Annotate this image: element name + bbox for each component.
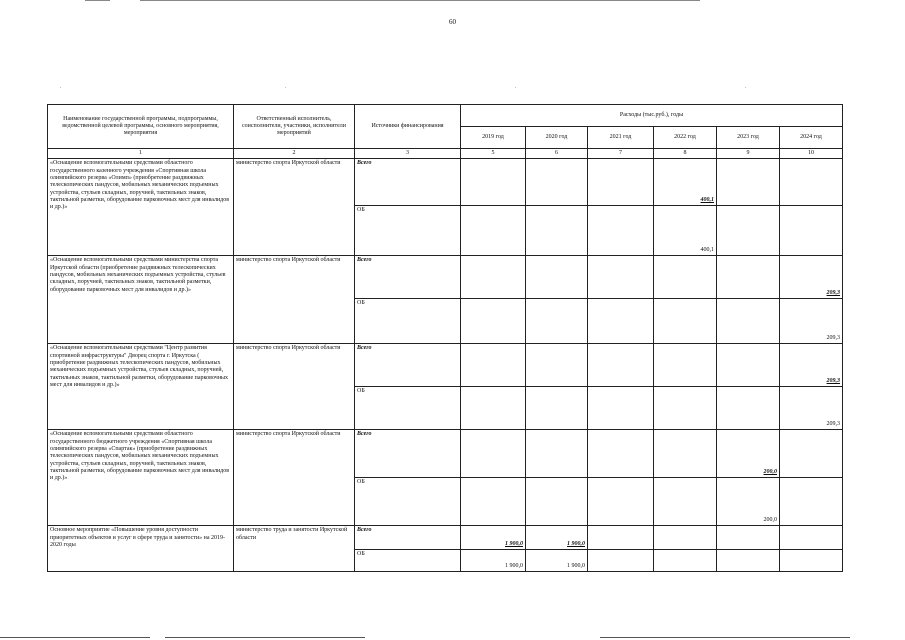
total-value [461, 344, 526, 387]
total-value [717, 526, 780, 550]
ob-value [461, 206, 526, 256]
ob-value [780, 478, 843, 526]
ob-value [717, 387, 780, 430]
total-value [780, 526, 843, 550]
total-value: 200,0 [717, 430, 780, 478]
ob-value: 209,3 [780, 387, 843, 430]
responsible-executor: министерство спорта Иркутской области [234, 344, 355, 430]
ob-value [461, 387, 526, 430]
ob-value [588, 387, 654, 430]
source-total-label: Всего [355, 344, 461, 387]
total-value [461, 256, 526, 299]
ob-value [780, 550, 843, 572]
total-value: 1 900,0 [526, 526, 588, 550]
source-ob-label: ОБ [355, 206, 461, 256]
ob-value: 209,3 [780, 299, 843, 344]
total-value [654, 430, 717, 478]
responsible-executor: министерство труда и занятости Иркутской области [234, 526, 355, 572]
responsible-executor: министерство спорта Иркутской области [234, 430, 355, 526]
total-value: 400,1 [654, 159, 717, 206]
source-ob-label: ОБ [355, 299, 461, 344]
ob-value [654, 550, 717, 572]
total-value [461, 159, 526, 206]
source-total-label: Всего [355, 526, 461, 550]
ob-value [717, 206, 780, 256]
responsible-executor: министерство спорта Иркутской области [234, 256, 355, 344]
total-value [588, 159, 654, 206]
scan-edge-mark [85, 0, 110, 1]
total-value [461, 430, 526, 478]
scan-edge-mark [140, 0, 700, 1]
header-source: Источники финансирования [355, 105, 461, 149]
total-value [654, 526, 717, 550]
measure-name: «Оснащение вспомогательными средствами министерства спорта Иркутской области (приобретение раздвижных телескопических пандусов, мобильных механических подъемных устройства, стульев складных, поручней, тактильных знаков, тактильной разметки, оборудование парковочных мест для инвалидов и др.)» [48, 256, 234, 344]
ob-value [526, 478, 588, 526]
source-ob-label: ОБ [355, 387, 461, 430]
scan-dot: . [285, 84, 287, 90]
total-value [588, 344, 654, 387]
table-row [48, 344, 843, 387]
total-value [526, 430, 588, 478]
column-number: 10 [780, 149, 843, 159]
ob-value [780, 206, 843, 256]
scan-dot: . [515, 84, 517, 90]
source-ob-label: ОБ [355, 550, 461, 572]
scan-edge-mark [165, 637, 365, 638]
header-year: 2023 год [717, 127, 780, 149]
scan-dot: . [745, 84, 747, 90]
table-row [48, 159, 843, 206]
total-value [654, 344, 717, 387]
ob-value [588, 478, 654, 526]
ob-value [526, 387, 588, 430]
ob-value [654, 299, 717, 344]
column-number: 6 [526, 149, 588, 159]
total-value [588, 430, 654, 478]
table-row [48, 526, 843, 550]
responsible-executor: министерство спорта Иркутской области [234, 159, 355, 256]
ob-value [654, 387, 717, 430]
total-value [780, 430, 843, 478]
total-value [717, 159, 780, 206]
ob-value [717, 550, 780, 572]
ob-value [461, 299, 526, 344]
column-number: 3 [355, 149, 461, 159]
ob-value [588, 299, 654, 344]
source-ob-label: ОБ [355, 478, 461, 526]
column-number: 9 [717, 149, 780, 159]
source-total-label: Всего [355, 159, 461, 206]
total-value [588, 256, 654, 299]
total-value: 209,3 [780, 256, 843, 299]
measure-name: «Оснащение вспомогательными средствами областного государственного казенного учреждения «Спортивная школа олимпийского резерва «Олимп» (приобретение раздвижных телескопических пандусов, мобильных механических подъемных устройства, стульев складных, поручней, тактильных знаков, тактильной разметки, оборудование парковочных мест для инвалидов и др.)» [48, 159, 234, 256]
measure-name: «Оснащение вспомогательными средствами областного государственного бюджетного учреждения «Спортивная школа олимпийского резерва «Спартак» (приобретение раздвижных телескопических пандусов, мобильных механических подъемных устройства, стульев складных, поручней, тактильных знаков, тактильной разметки, оборудование парковочных мест для инвалидов и др.)» [48, 430, 234, 526]
column-number: 2 [234, 149, 355, 159]
header-year: 2021 год [588, 127, 654, 149]
scan-edge-mark [600, 637, 850, 638]
total-value [780, 159, 843, 206]
ob-value [588, 550, 654, 572]
header-year: 2022 год [654, 127, 717, 149]
header-expenses: Расходы (тыс.руб.), годы [461, 105, 843, 127]
column-number: 8 [654, 149, 717, 159]
total-value [526, 256, 588, 299]
ob-value [461, 478, 526, 526]
column-number: 5 [461, 149, 526, 159]
ob-value: 1 900,0 [526, 550, 588, 572]
header-name: Наименование государственной программы, подпрограммы, ведомственной целевой программы, основного мероприятия, мероприятия [48, 105, 234, 149]
total-value [717, 256, 780, 299]
ob-value: 400,1 [654, 206, 717, 256]
total-value [588, 526, 654, 550]
table-row [48, 430, 843, 478]
ob-value: 200,0 [717, 478, 780, 526]
source-total-label: Всего [355, 256, 461, 299]
total-value: 1 900,0 [461, 526, 526, 550]
financing-table [47, 104, 843, 572]
header-year: 2024 год [780, 127, 843, 149]
header-year: 2019 год [461, 127, 526, 149]
total-value [526, 159, 588, 206]
ob-value [526, 299, 588, 344]
source-total-label: Всего [355, 430, 461, 478]
table-row [48, 256, 843, 299]
ob-value [526, 206, 588, 256]
column-number: 7 [588, 149, 654, 159]
measure-name: Основное мероприятие «Повышение уровня доступности приоритетных объектов и услуг в сфере труда и занятости» на 2019-2020 годы [48, 526, 234, 572]
measure-name: «Оснащение вспомогательными средствами "Центр развития спортивной инфраструктуры" Дворец спорта г. Иркутска ( приобретение раздвижных телескопических пандусов, мобильных механических подъемных устройства, стульев складных, поручней, тактильных знаков, тактильной разметки, оборудование парковочных мест для инвалидов и др.)» [48, 344, 234, 430]
total-value [717, 344, 780, 387]
ob-value: 1 900,0 [461, 550, 526, 572]
header-responsible: Ответственный исполнитель, соисполнители, участники, исполнители мероприятий [234, 105, 355, 149]
ob-value [588, 206, 654, 256]
total-value [526, 344, 588, 387]
total-value: 209,3 [780, 344, 843, 387]
page-number: 60 [449, 18, 456, 26]
total-value [654, 256, 717, 299]
ob-value [654, 478, 717, 526]
header-year: 2020 год [526, 127, 588, 149]
scan-edge-mark [0, 637, 150, 638]
column-number: 1 [48, 149, 234, 159]
ob-value [717, 299, 780, 344]
scan-dot: . [60, 84, 62, 90]
